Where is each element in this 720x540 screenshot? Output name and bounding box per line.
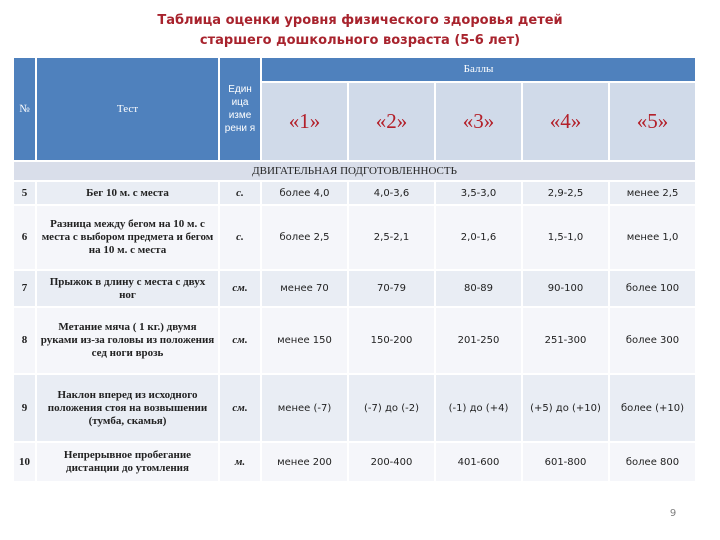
row-value: более 4,0 [261,181,348,205]
row-test: Прыжок в длину с места с двух ног [36,270,219,307]
row-value: менее (-7) [261,374,348,442]
table-row [13,442,696,482]
row-test: Наклон вперед из исходного положения стоя на возвышении (тумба, скамья) [36,374,219,442]
header-units: Един ица изме рени я [219,57,261,161]
row-value: 251-300 [522,307,609,374]
row-value: 1,5-1,0 [522,205,609,270]
row-test: Непрерывное пробегание дистанции до утомления [36,442,219,482]
row-value: менее 2,5 [609,181,696,205]
page-title [0,11,720,51]
row-value: 401-600 [435,442,522,482]
table-row [13,205,696,270]
row-value: (+5) до (+10) [522,374,609,442]
header-score-1: «1» [261,82,348,161]
header-num: № [13,57,36,161]
section-header: ДВИГАТЕЛЬНАЯ ПОДГОТОВЛЕННОСТЬ [13,161,696,181]
header-score-2: «2» [348,82,435,161]
row-value: 2,0-1,6 [435,205,522,270]
row-unit: см. [219,307,261,374]
header-score-3: «3» [435,82,522,161]
row-value: менее 150 [261,307,348,374]
header-score-4: «4» [522,82,609,161]
row-num: 10 [13,442,36,482]
header-test: Тест [36,57,219,161]
row-value: менее 200 [261,442,348,482]
row-value: 2,5-2,1 [348,205,435,270]
row-value: более (+10) [609,374,696,442]
table-row [13,181,696,205]
row-test: Метание мяча ( 1 кг.) двумя руками из-за головы из положения сед ноги врозь [36,307,219,374]
title-line-1: Таблица оценки уровня физического здоровья детей [157,13,563,28]
title-line-2: старшего дошкольного возраста (5-6 лет) [199,33,521,48]
row-unit: см. [219,374,261,442]
row-unit: см. [219,270,261,307]
row-test: Разница между бегом на 10 м. с места с выбором предмета и бегом на 10 м. с места [36,205,219,270]
row-value: 70-79 [348,270,435,307]
row-num: 7 [13,270,36,307]
row-test: Бег 10 м. с места [36,181,219,205]
table-row [13,374,696,442]
row-value: 3,5-3,0 [435,181,522,205]
row-unit: с. [219,181,261,205]
page-number: 9 [669,508,677,519]
row-value: 90-100 [522,270,609,307]
row-num: 9 [13,374,36,442]
row-unit: с. [219,205,261,270]
fitness-assessment-table [12,56,697,483]
row-value: (-1) до (+4) [435,374,522,442]
row-value: 80-89 [435,270,522,307]
row-value: менее 1,0 [609,205,696,270]
row-value: 150-200 [348,307,435,374]
header-scores-group: Баллы [261,57,696,82]
table-row [13,307,696,374]
row-value: 4,0-3,6 [348,181,435,205]
row-value: более 300 [609,307,696,374]
row-value: более 2,5 [261,205,348,270]
row-value: 601-800 [522,442,609,482]
row-unit: м. [219,442,261,482]
row-value: более 100 [609,270,696,307]
row-value: (-7) до (-2) [348,374,435,442]
row-value: 200-400 [348,442,435,482]
row-num: 8 [13,307,36,374]
row-value: 2,9-2,5 [522,181,609,205]
row-value: 201-250 [435,307,522,374]
row-value: более 800 [609,442,696,482]
row-num: 5 [13,181,36,205]
row-value: менее 70 [261,270,348,307]
row-num: 6 [13,205,36,270]
header-score-5: «5» [609,82,696,161]
table-row [13,270,696,307]
